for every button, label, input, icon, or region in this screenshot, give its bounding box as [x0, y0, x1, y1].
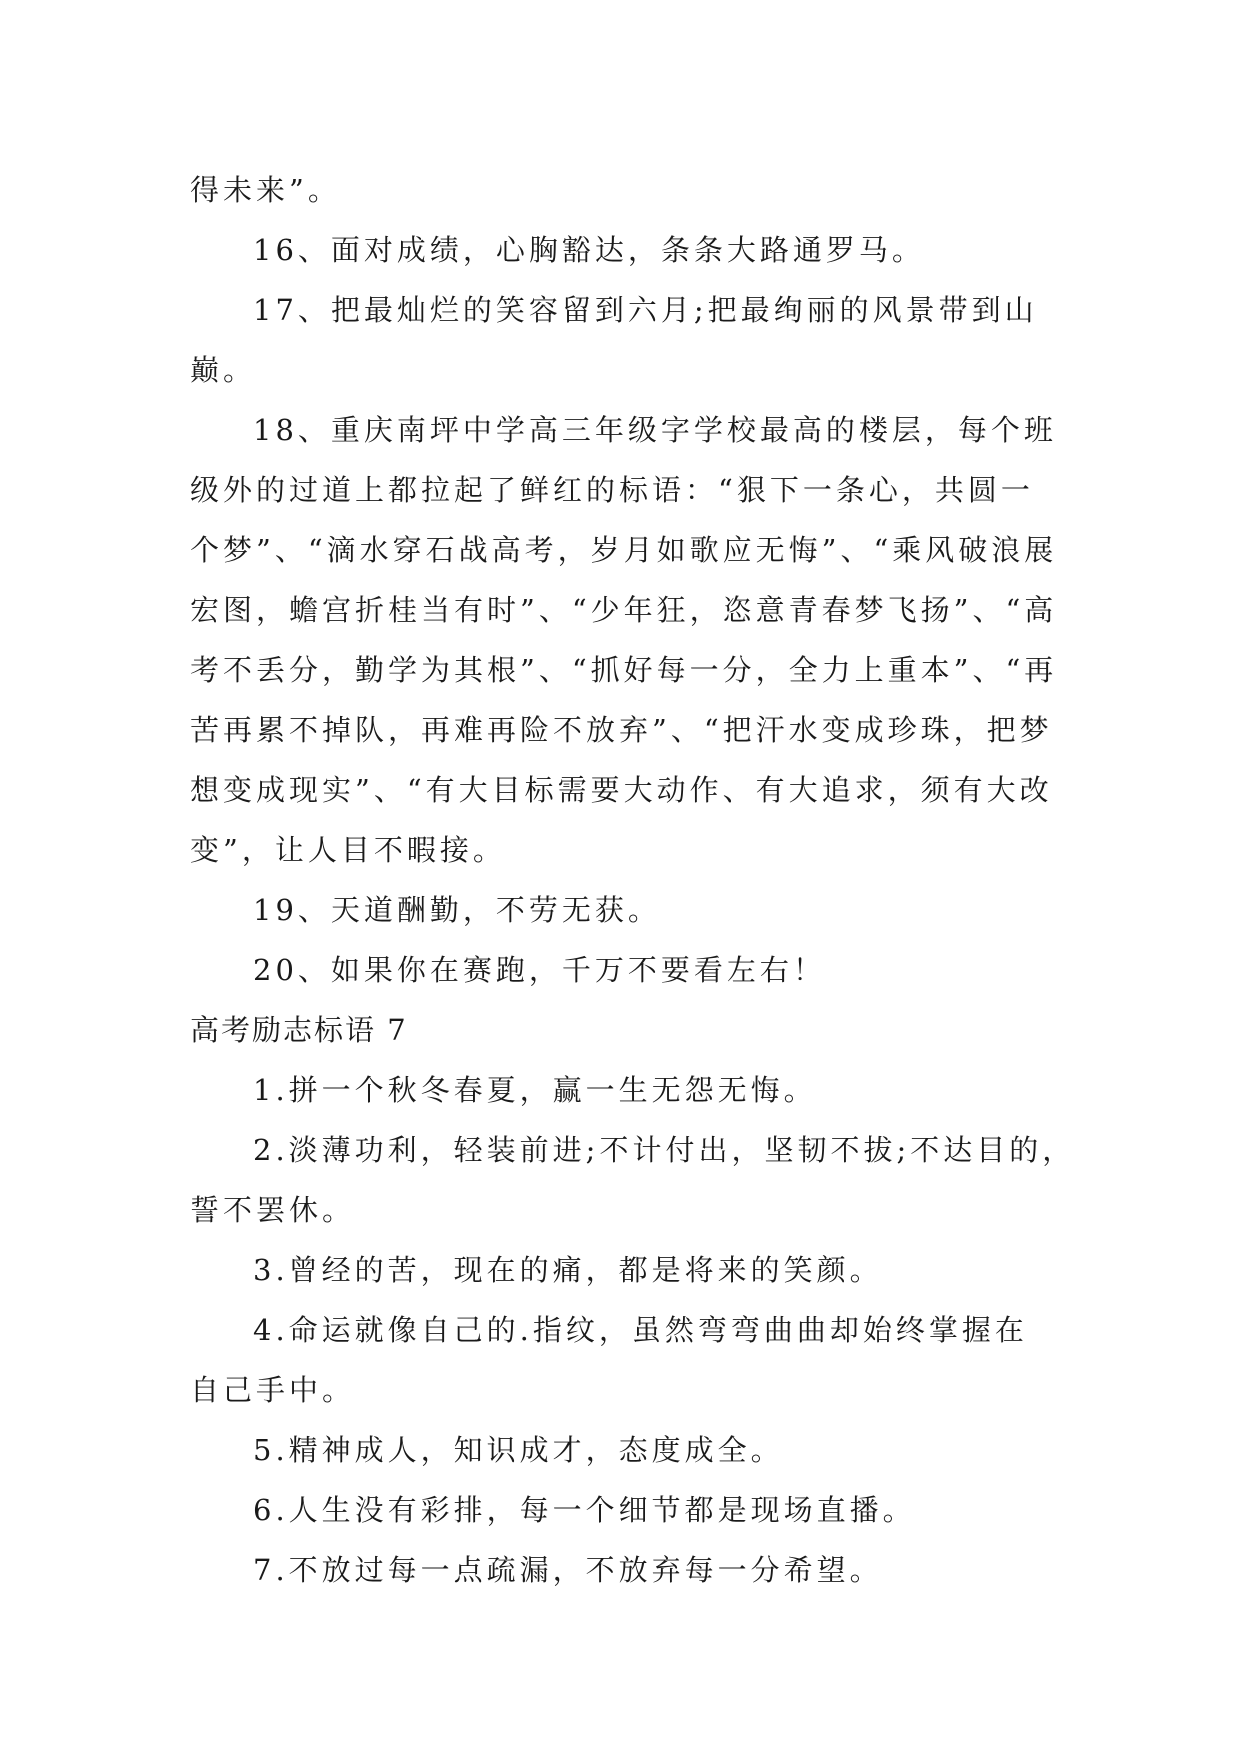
text-line: 变”，让人目不暇接。: [190, 833, 506, 867]
text-line: 个梦”、“滴水穿石战高考，岁月如歌应无悔”、“乘风破浪展: [190, 533, 1058, 567]
list-item-5: 5.精神成人，知识成才，态度成全。: [253, 1433, 784, 1467]
text-line: 想变成现实”、“有大目标需要大动作、有大追求，须有大改: [190, 773, 1053, 807]
list-item-19: 19、天道酬勤，不劳无获。: [253, 893, 661, 927]
list-item-16: 16、面对成绩，心胸豁达，条条大路通罗马。: [253, 233, 925, 267]
list-item-17: 17、把最灿烂的笑容留到六月;把最绚丽的风景带到山: [253, 293, 1038, 327]
list-item-1: 1.拼一个秋冬春夏，赢一生无怨无悔。: [253, 1073, 817, 1107]
text-line: 得未来”。: [190, 173, 341, 207]
text-line: 誓不罢休。: [190, 1193, 356, 1227]
text-line: 苦再累不掉队，再难再险不放弃”、“把汗水变成珍珠，把梦: [190, 713, 1053, 747]
list-item-7: 7.不放过每一点疏漏，不放弃每一分希望。: [253, 1553, 883, 1587]
text-line: 考不丢分，勤学为其根”、“抓好每一分，全力上重本”、“再: [190, 653, 1058, 687]
list-item-6: 6.人生没有彩排，每一个细节都是现场直播。: [253, 1493, 916, 1527]
list-item-18: 18、重庆南坪中学高三年级字学校最高的楼层，每个班: [253, 413, 1057, 447]
section-heading: 高考励志标语 7: [190, 1013, 408, 1047]
text-line: 自己手中。: [190, 1373, 356, 1407]
document-page: [190, 160, 1076, 1600]
list-item-2: 2.淡薄功利，轻装前进;不计付出，坚韧不拔;不达目的，: [253, 1133, 1076, 1167]
text-line: 级外的过道上都拉起了鲜红的标语：“狠下一条心，共圆一: [190, 473, 1034, 507]
text-line: 宏图，蟾宫折桂当有时”、“少年狂，恣意青春梦飞扬”、“高: [190, 593, 1058, 627]
list-item-3: 3.曾经的苦，现在的痛，都是将来的笑颜。: [253, 1253, 883, 1287]
list-item-20: 20、如果你在赛跑，千万不要看左右！: [253, 953, 826, 987]
text-line: 巅。: [190, 353, 257, 387]
list-item-4: 4.命运就像自己的.指纹，虽然弯弯曲曲却始终掌握在: [253, 1313, 1028, 1347]
